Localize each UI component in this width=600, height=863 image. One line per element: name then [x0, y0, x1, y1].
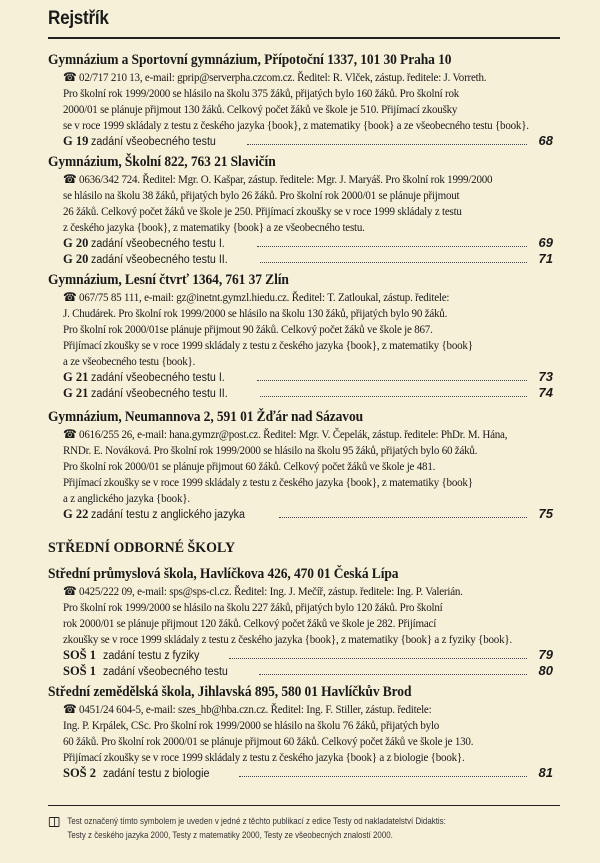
- page-number[interactable]: 71: [538, 251, 553, 266]
- test-entry[interactable]: [63, 647, 553, 663]
- description-line: Ing. P. Krpálek, CSc. Pro školní rok 1999/2000 se hlásilo na školu 76 žáků, přijatých bylo: [63, 718, 440, 732]
- description-line: a ze všeobecného testu {book}.: [63, 354, 196, 368]
- description-line: ☎ 0425/222 09, e-mail: sps@sps-cl.cz. Ředitel: Ing. J. Mečíř, zástup. ředitele: Ing. P. Valerián.: [63, 584, 463, 598]
- page-number[interactable]: 79: [538, 647, 553, 662]
- page-number[interactable]: 69: [538, 235, 553, 250]
- description-line: ☎ 02/717 210 13, e-mail: gprip@serverpha.czcom.cz. Ředitel: R. Vlček, zástup. ředitele: J. Vorreth.: [63, 70, 487, 84]
- dot-leader: [257, 371, 527, 381]
- description-line: ☎ 0616/255 26, e-mail: hana.gymzr@post.cz. Ředitel: Mgr. V. Čepelák, zástup. ředitele: PhDr. M. Hána,: [63, 427, 508, 441]
- page-number[interactable]: 81: [538, 765, 553, 780]
- school-description: [63, 583, 568, 647]
- school-heading: Gymnázium, Neumannova 2, 591 01 Žďár nad Sázavou: [48, 409, 364, 425]
- description-line: 2000/01 se plánuje přijmout 130 žáků. Celkový počet žáků ve škole je 510. Přijímací zkoušky: [63, 102, 458, 116]
- school-heading: Gymnázium, Lesní čtvrť 1364, 761 37 Zlín: [48, 272, 289, 288]
- school-description: [63, 69, 568, 133]
- description-line: se v roce 1999 skládaly z testu z českého jazyka {book}, z matematiky {book} a ze všeobecného testu {book}.: [63, 118, 529, 132]
- test-code: G 20: [63, 236, 89, 250]
- test-code: G 22: [63, 507, 89, 521]
- test-code: SOŠ 1: [63, 664, 97, 678]
- school-heading: Gymnázium a Sportovní gymnázium, Přípotoční 1337, 101 30 Praha 10: [48, 52, 452, 68]
- footnote-rule: [48, 805, 560, 806]
- school-entry: [48, 408, 568, 522]
- school-description: [63, 426, 568, 506]
- test-entry[interactable]: [63, 506, 553, 522]
- test-code: G 21: [63, 386, 89, 400]
- test-entry[interactable]: [63, 663, 553, 679]
- school-heading: Střední průmyslová škola, Havlíčkova 426, 470 01 Česká Lípa: [48, 566, 399, 582]
- description-line: a z anglického jazyka {book}.: [63, 491, 190, 505]
- description-line: Přijímací zkoušky se v roce 1999 skládaly z testu z českého jazyka {book} a z biologie {book}.: [63, 750, 465, 764]
- dot-leader: [259, 665, 527, 675]
- test-title: zadání testu z anglického jazyka: [91, 509, 245, 521]
- description-line: 60 žáků. Pro školní rok 2000/01 se plánuje přijmout 60 žáků. Celkový počet žáků ve škole je 130.: [63, 734, 474, 748]
- test-title: zadání testu z biologie: [103, 768, 210, 780]
- page-number[interactable]: 73: [538, 369, 553, 384]
- test-title: zadání testu z fyziky: [103, 650, 200, 662]
- description-line: ☎ 0636/342 724. Ředitel: Mgr. O. Kašpar, zástup. ředitele: Mgr. J. Maryáš. Pro školní rok 1999/2000: [63, 172, 493, 186]
- description-line: Přijímací zkoušky se v roce 1999 skládaly z testu z českého jazyka {book}, z matematiky {book}: [63, 338, 473, 352]
- test-entry[interactable]: [63, 765, 553, 781]
- test-code: SOŠ 1: [63, 648, 97, 662]
- footnote-line: Test označený tímto symbolem je uveden v jedné z těchto publikací z edice Testy od nakladatelství Didaktis:: [67, 816, 446, 826]
- test-title: zadání všeobecného testu I.: [91, 372, 225, 384]
- description-line: J. Chudárek. Pro školní rok 1999/2000 se hlásilo na školu 130 žáků, přijatých bylo 90 žáků.: [63, 306, 448, 320]
- school-description: [63, 289, 568, 369]
- book-icon: [49, 817, 60, 827]
- description-line: zkoušky se v roce 1999 skládaly z testu z českého jazyka {book}, z matematiky {book} a z fyziky {book}.: [63, 632, 512, 646]
- school-entry: [48, 51, 568, 149]
- description-line: Pro školní rok 1999/2000 se hlásilo na školu 227 žáků, přijatých bylo 120 žáků. Pro školní: [63, 600, 443, 614]
- test-code: G 19: [63, 134, 89, 148]
- test-entry[interactable]: [63, 235, 553, 251]
- description-line: z českého jazyka {book}, z matematiky {book} a ze všeobecného testu.: [63, 220, 365, 234]
- test-code: SOŠ 2: [63, 766, 97, 780]
- test-title: zadání všeobecného testu: [103, 666, 228, 678]
- test-title: zadání všeobecného testu: [91, 136, 216, 148]
- test-entry[interactable]: [63, 251, 553, 267]
- school-heading: Gymnázium, Školní 822, 763 21 Slavičín: [48, 154, 276, 170]
- dot-leader: [229, 649, 527, 659]
- section-heading: STŘEDNÍ ODBORNÉ ŠKOLY: [48, 540, 236, 556]
- dot-leader: [239, 767, 527, 777]
- footnote: [48, 814, 446, 842]
- description-line: 26 žáků. Celkový počet žáků ve škole je 250. Přijímací zkoušky se v roce 1999 skládaly z testu: [63, 204, 462, 218]
- school-entry: [48, 683, 568, 781]
- dot-leader: [247, 135, 527, 145]
- page-title: Rejstřík: [48, 8, 109, 29]
- page-number[interactable]: 68: [538, 133, 553, 148]
- description-line: rok 2000/01 se plánuje přijmout 120 žáků. Celkový počet žáků ve škole je 282. Přijímací: [63, 616, 437, 630]
- dot-leader: [260, 253, 527, 263]
- school-description: [63, 701, 568, 765]
- page-number[interactable]: 80: [538, 663, 553, 678]
- dot-leader: [260, 387, 527, 397]
- school-entry: [48, 153, 568, 267]
- description-line: RNDr. E. Nováková. Pro školní rok 1999/2000 se hlásilo na školu 95 žáků, přijatých bylo 60 žáků.: [63, 443, 478, 457]
- test-title: zadání všeobecného testu II.: [91, 254, 228, 266]
- description-line: Pro školní rok 2000/01 se plánuje přijmout 60 žáků. Celkový počet žáků ve škole je 481.: [63, 459, 436, 473]
- description-line: Pro školní rok 1999/2000 se hlásilo na školu 375 žáků, přijatých bylo 160 žáků. Pro školní rok: [63, 86, 460, 100]
- test-entry[interactable]: [63, 133, 553, 149]
- test-entry[interactable]: [63, 385, 553, 401]
- school-entry: [48, 565, 568, 679]
- description-line: se hlásilo na školu 38 žáků, přijatých bylo 26 žáků. Pro školní rok 2000/01 se plánuje přijmout: [63, 188, 460, 202]
- page-number[interactable]: 74: [538, 385, 553, 400]
- description-line: ☎ 067/75 85 111, e-mail: gz@inetnt.gymzl.hiedu.cz. Ředitel: T. Zatloukal, zástup. ředitele:: [63, 290, 450, 304]
- school-heading: Střední zemědělská škola, Jihlavská 895, 580 01 Havlíčkův Brod: [48, 684, 412, 700]
- school-description: [63, 171, 568, 235]
- dot-leader: [257, 237, 527, 247]
- test-title: zadání všeobecného testu II.: [91, 388, 228, 400]
- dot-leader: [279, 508, 527, 518]
- footnote-line: Testy z českého jazyka 2000, Testy z matematiky 2000, Testy ze všeobecných znalostí 2000.: [67, 830, 393, 840]
- description-line: Přijímací zkoušky se v roce 1999 skládaly z testu z českého jazyka {book}, z matematiky {book}: [63, 475, 473, 489]
- description-line: Pro školní rok 2000/01se plánuje přijmout 90 žáků. Celkový počet žáků ve škole je 867.: [63, 322, 433, 336]
- test-code: G 20: [63, 252, 89, 266]
- test-entry[interactable]: [63, 369, 553, 385]
- header-rule: [48, 37, 560, 39]
- test-title: zadání všeobecného testu I.: [91, 238, 225, 250]
- page-number[interactable]: 75: [538, 506, 553, 521]
- test-code: G 21: [63, 370, 89, 384]
- description-line: ☎ 0451/24 604-5, e-mail: szes_hb@hba.czn.cz. Ředitel: Ing. F. Stiller, zástup. ředitele:: [63, 702, 432, 716]
- school-entry: [48, 271, 568, 401]
